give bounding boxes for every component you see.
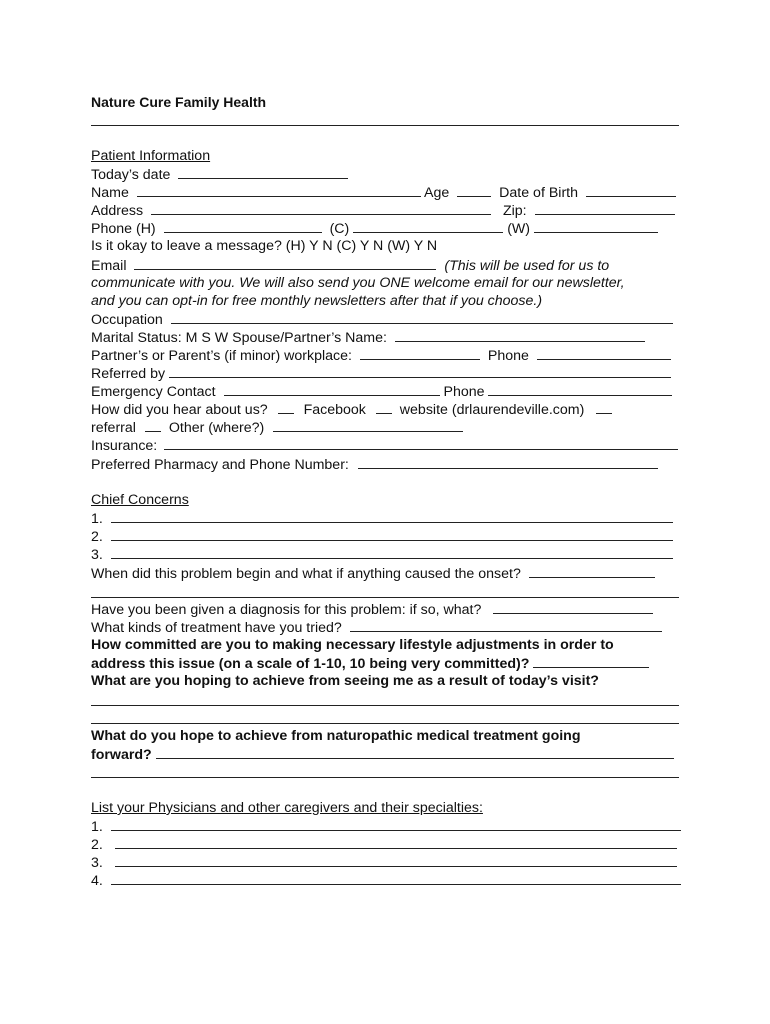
- workplace-phone-field[interactable]: [537, 346, 671, 360]
- other-label: Other (where?): [168, 420, 265, 436]
- pharmacy-label: Preferred Pharmacy and Phone Number:: [91, 457, 349, 473]
- emergency-label: Emergency Contact: [91, 384, 216, 400]
- commitment-question-line-2: address this issue (on a scale of 1-10, 10 being very committed)?: [91, 656, 530, 672]
- physician-number: 4.: [91, 873, 103, 889]
- concern-row-1: [91, 509, 673, 528]
- hear-about-label: How did you hear about us?: [91, 402, 268, 418]
- concern-field[interactable]: [111, 509, 673, 523]
- physician-field[interactable]: [111, 871, 681, 885]
- phone-h-label: Phone (H): [91, 221, 156, 237]
- occupation-row: [91, 310, 673, 329]
- email-field[interactable]: [134, 256, 436, 270]
- naturopathic-field[interactable]: [156, 745, 674, 759]
- zip-label: Zip:: [502, 203, 527, 219]
- emergency-phone-field[interactable]: [488, 382, 672, 396]
- phone-w-label: (W): [507, 221, 531, 237]
- todays-date-field[interactable]: [178, 165, 348, 179]
- occupation-label: Occupation: [91, 312, 163, 328]
- physician-row-4: [91, 871, 681, 890]
- physician-field[interactable]: [115, 835, 677, 849]
- referred-field[interactable]: [169, 364, 671, 378]
- concern-field[interactable]: [111, 545, 673, 559]
- phone-h-field[interactable]: [164, 219, 322, 233]
- zip-field[interactable]: [535, 201, 675, 215]
- other-where-field[interactable]: [273, 418, 463, 432]
- marital-row: [91, 328, 645, 347]
- hear-about-row-2: [91, 418, 463, 437]
- insurance-row: [91, 436, 678, 455]
- diagnosis-question: Have you been given a diagnosis for this problem: if so, what?: [91, 602, 482, 618]
- concern-field[interactable]: [111, 527, 673, 541]
- concern-number: 2.: [91, 529, 103, 545]
- concern-number: 3.: [91, 547, 103, 563]
- diagnosis-field[interactable]: [493, 600, 653, 614]
- hoping-question: What are you hoping to achieve from seeing me as a result of today’s visit?: [91, 673, 599, 689]
- email-note-line-2: communicate with you. We will also send you ONE welcome email for our newsletter,: [91, 275, 625, 291]
- workplace-field[interactable]: [360, 346, 480, 360]
- physician-row-2: [91, 835, 677, 854]
- concern-number: 1.: [91, 511, 103, 527]
- insurance-label: Insurance:: [91, 438, 158, 454]
- phone-w-field[interactable]: [534, 219, 658, 233]
- concern-row-3: [91, 545, 673, 564]
- name-label: Name: [91, 185, 129, 201]
- onset-question: When did this problem begin and what if anything caused the onset?: [91, 566, 521, 582]
- phone-c-label: (C): [329, 221, 350, 237]
- hear-about-row: [91, 400, 612, 419]
- phone-c-field[interactable]: [353, 219, 503, 233]
- pharmacy-field[interactable]: [358, 455, 658, 469]
- diagnosis-row: [91, 600, 653, 619]
- onset-answer-line[interactable]: [91, 597, 679, 598]
- age-field[interactable]: [457, 183, 491, 197]
- todays-date-label: Today’s date: [91, 167, 171, 183]
- todays-date-row: [91, 165, 348, 184]
- marital-label: Marital Status: M S W Spouse/Partner’s Name:: [91, 330, 387, 346]
- name-field[interactable]: [137, 183, 421, 197]
- onset-row: [91, 564, 655, 583]
- workplace-phone-label: Phone: [487, 348, 529, 364]
- physician-row-1: [91, 817, 681, 836]
- treatment-question: What kinds of treatment have you tried?: [91, 620, 342, 636]
- other-checkbox-field[interactable]: [145, 418, 161, 432]
- emergency-row: [91, 382, 672, 401]
- commitment-question-line-1: How committed are you to making necessary lifestyle adjustments in order to: [91, 637, 614, 653]
- naturopathic-question-line-1: What do you hope to achieve from naturopathic medical treatment going: [91, 728, 581, 744]
- referred-row: [91, 364, 671, 383]
- naturopathic-question-line-2: forward?: [91, 747, 152, 763]
- naturopathic-row: [91, 745, 674, 764]
- facebook-field[interactable]: [278, 400, 294, 414]
- physicians-heading: List your Physicians and other caregivers and their specialties:: [91, 800, 483, 816]
- hoping-answer-line-2[interactable]: [91, 723, 679, 724]
- practice-title: Nature Cure Family Health: [91, 94, 267, 110]
- email-note-line-3: and you can opt-in for free monthly newsletters after that if you choose.): [91, 293, 543, 309]
- address-row: [91, 201, 675, 220]
- patient-info-heading: Patient Information: [91, 148, 211, 164]
- referred-label: Referred by: [91, 366, 166, 382]
- header-rule: [91, 125, 679, 126]
- age-label: Age: [423, 185, 450, 201]
- email-row: [91, 256, 609, 275]
- phone-row: [91, 219, 658, 238]
- onset-field[interactable]: [529, 564, 655, 578]
- email-label: Email: [91, 258, 127, 274]
- concern-row-2: [91, 527, 673, 546]
- treatment-field[interactable]: [350, 618, 662, 632]
- physician-row-3: [91, 853, 677, 872]
- physician-number: 3.: [91, 855, 103, 871]
- address-field[interactable]: [151, 201, 491, 215]
- dob-label: Date of Birth: [499, 185, 578, 201]
- referral-label: referral: [91, 420, 136, 436]
- chief-concerns-heading: Chief Concerns: [91, 492, 189, 508]
- physician-field[interactable]: [111, 817, 681, 831]
- name-row: [91, 183, 676, 202]
- address-label: Address: [91, 203, 144, 219]
- referral-field[interactable]: [596, 400, 612, 414]
- physician-field[interactable]: [115, 853, 677, 867]
- website-label: website (drlaurendeville.com): [399, 402, 585, 418]
- leave-message-question: Is it okay to leave a message? (H) Y N (C) Y N (W) Y N: [91, 238, 438, 254]
- website-field[interactable]: [376, 400, 392, 414]
- spouse-name-field[interactable]: [395, 328, 645, 342]
- commitment-row: [91, 654, 649, 673]
- emergency-phone-label: Phone: [443, 384, 485, 400]
- naturopathic-answer-line[interactable]: [91, 777, 679, 778]
- facebook-label: Facebook: [303, 402, 366, 418]
- workplace-row: [91, 346, 671, 365]
- emergency-field[interactable]: [224, 382, 440, 396]
- workplace-label: Partner’s or Parent’s (if minor) workplace:: [91, 348, 352, 364]
- commitment-field[interactable]: [533, 654, 649, 668]
- dob-field[interactable]: [586, 183, 676, 197]
- treatment-row: [91, 618, 662, 637]
- hoping-answer-line-1[interactable]: [91, 705, 679, 706]
- physician-number: 2.: [91, 837, 103, 853]
- pharmacy-row: [91, 455, 658, 474]
- email-note: (This will be used for us to: [444, 258, 610, 274]
- physician-number: 1.: [91, 819, 103, 835]
- occupation-field[interactable]: [171, 310, 673, 324]
- insurance-field[interactable]: [164, 436, 678, 450]
